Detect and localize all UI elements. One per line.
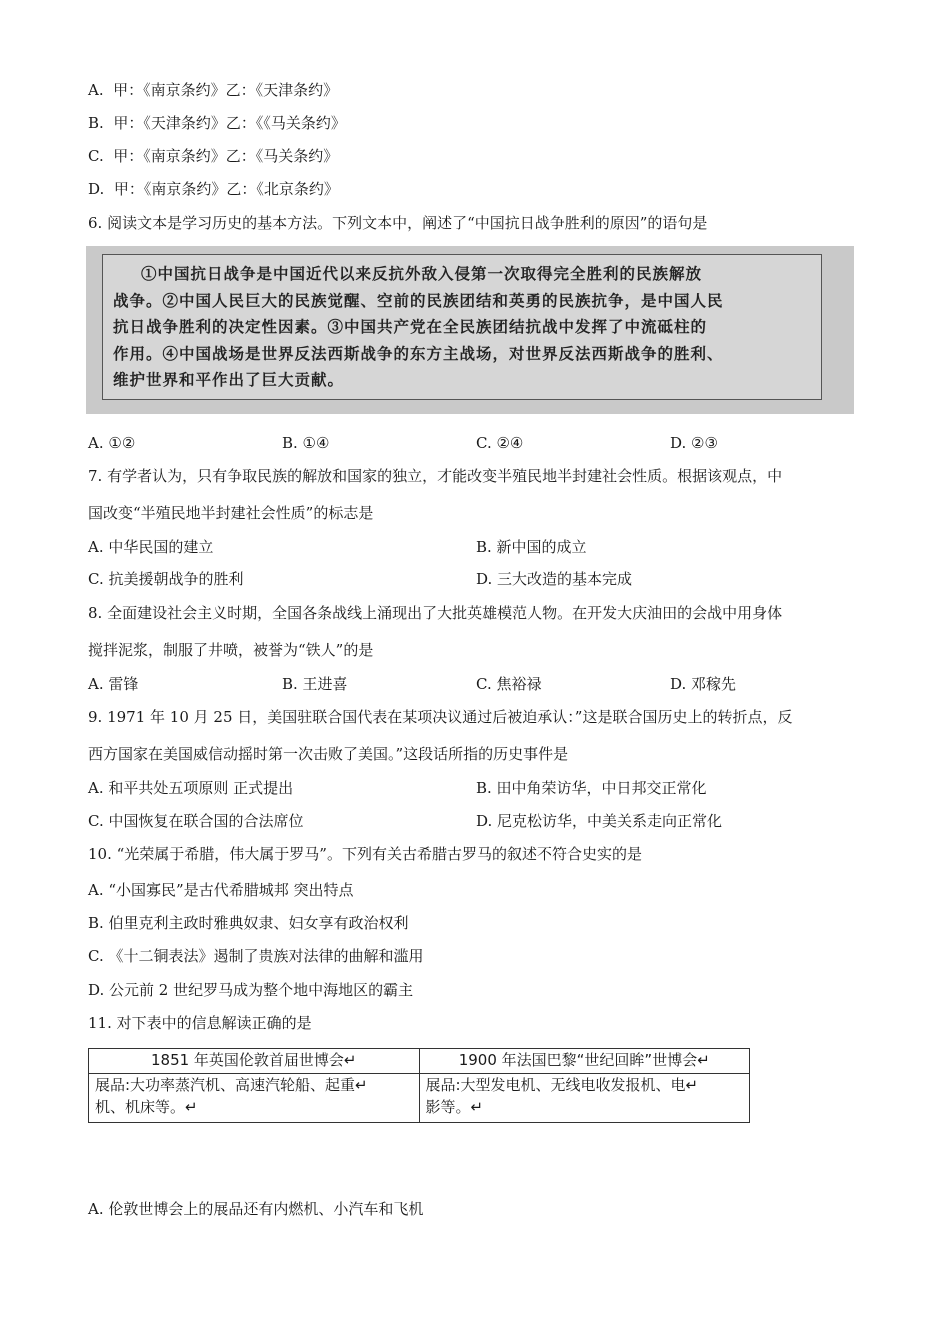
q9-stem-line2: 西方国家在美国威信动摇时第一次击败了美国。”这段话所指的历史事件是 (88, 745, 569, 763)
q7-option-b: B. 新中国的成立 (476, 538, 587, 556)
q9-option-d: D. 尼克松访华，中美关系走向正常化 (476, 812, 723, 830)
q5-option-b: B. 甲：《天津条约》乙：《《马关条约》 (88, 114, 346, 132)
cell-line: 展品:大型发电机、无线电收发报机、电↵ (425, 1076, 699, 1094)
q7-options-row1 (88, 537, 868, 557)
table-header-paris: 1900 年法国巴黎“世纪回眸”世博会↵ (419, 1049, 750, 1074)
q5-option-c: C. 甲：《南京条约》乙：《马关条约》 (88, 147, 339, 165)
q6-stem: 6. 阅读文本是学习历史的基本方法。下列文本中，阐述了“中国抗日战争胜利的原因”的语句是 (88, 214, 708, 232)
cell-line: 展品:大功率蒸汽机、高速汽轮船、起重↵ (95, 1076, 368, 1094)
q7-options-row2 (88, 569, 868, 589)
q5-option-d: D. 甲：《南京条约》乙：《北京条约》 (88, 180, 339, 198)
q6-scanned-text-image (86, 246, 854, 414)
q5-option-a-text: A. 甲：《南京条约》乙：《天津条约》 (88, 81, 339, 99)
expo-table (88, 1048, 750, 1123)
q8-option-c: C. 焦裕禄 (476, 675, 542, 693)
table-row (89, 1074, 750, 1123)
q11-stem: 11. 对下表中的信息解读正确的是 (88, 1014, 312, 1032)
table-header-row (89, 1049, 750, 1074)
q8-option-b: B. 王进喜 (282, 675, 348, 693)
q9-option-c: C. 中国恢复在联合国的合法席位 (88, 812, 304, 830)
table-cell-london (89, 1074, 420, 1123)
q10-stem: 10. “光荣属于希腊，伟大属于罗马”。下列有关古希腊古罗马的叙述不符合史实的是 (88, 845, 642, 863)
q9-stem-line1: 9. 1971 年 10 月 25 日，美国驻联合国代表在某项决议通过后被迫承认：”这是联合国历史上的转折点，反 (88, 708, 793, 726)
q8-stem-line1: 8. 全面建设社会主义时期，全国各条战线上涌现出了大批英雄模范人物。在开发大庆油田的会战中用身体 (88, 604, 783, 622)
q7-stem-line2: 国改变“半殖民地半封建社会性质”的标志是 (88, 504, 374, 522)
q6-option-a: A. ①② (88, 434, 136, 452)
table-cell-paris (419, 1074, 750, 1123)
q6-box-line: 作用。④中国战场是世界反法西斯战争的东方主战场，对世界反法西斯战争的胜利、 (113, 343, 724, 363)
q6-text-box (102, 254, 822, 400)
q8-option-d: D. 邓稼先 (670, 675, 737, 693)
q6-box-line: ①中国抗日战争是中国近代以来反抗外敌入侵第一次取得完全胜利的民族解放 (141, 264, 703, 283)
q6-option-d: D. ②③ (670, 434, 718, 452)
q8-stem-line2: 搅拌泥浆，制服了井喷，被誉为“铁人”的是 (88, 641, 374, 659)
q9-option-b: B. 田中角荣访华，中日邦交正常化 (476, 779, 707, 797)
q10-option-a: A. “小国寡民”是古代希腊城邦 突出特点 (88, 881, 354, 899)
q6-box-line: 战争。②中国人民巨大的民族觉醒、空前的民族团结和英勇的民族抗争，是中国人民 (113, 290, 724, 310)
q6-option-c: C. ②④ (476, 434, 524, 452)
q7-option-d: D. 三大改造的基本完成 (476, 570, 633, 588)
q6-box-line: 抗日战争胜利的决定性因素。③中国共产党在全民族团结抗战中发挥了中流砥柱的 (113, 317, 708, 336)
q10-option-c: C. 《十二铜表法》遏制了贵族对法律的曲解和滥用 (88, 947, 424, 965)
q8-options (88, 674, 868, 694)
q8-option-a: A. 雷锋 (88, 675, 139, 693)
q7-option-c: C. 抗美援朝战争的胜利 (88, 570, 244, 588)
q10-option-b: B. 伯里克利主政时雅典奴隶、妇女享有政治权利 (88, 914, 409, 932)
q11-option-a: A. 伦敦世博会上的展品还有内燃机、小汽车和飞机 (88, 1200, 424, 1218)
q7-option-a: A. 中华民国的建立 (88, 538, 214, 556)
q9-options-row2 (88, 811, 868, 831)
q6-box-line: 维护世界和平作出了巨大贡献。 (113, 370, 345, 389)
q6-option-b: B. ①④ (282, 434, 330, 452)
table-header-london: 1851 年英国伦敦首届世博会↵ (89, 1049, 420, 1074)
q9-option-a: A. 和平共处五项原则 正式提出 (88, 779, 294, 797)
cell-line: 机、机床等。↵ (95, 1098, 198, 1116)
q7-stem-line1: 7. 有学者认为，只有争取民族的解放和国家的独立，才能改变半殖民地半封建社会性质。根据该观点，中 (88, 467, 783, 485)
cell-line: 影等。↵ (425, 1098, 484, 1116)
q9-options-row1 (88, 778, 868, 798)
q10-option-d: D. 公元前 2 世纪罗马成为整个地中海地区的霸主 (88, 981, 414, 999)
q6-options (88, 433, 868, 453)
